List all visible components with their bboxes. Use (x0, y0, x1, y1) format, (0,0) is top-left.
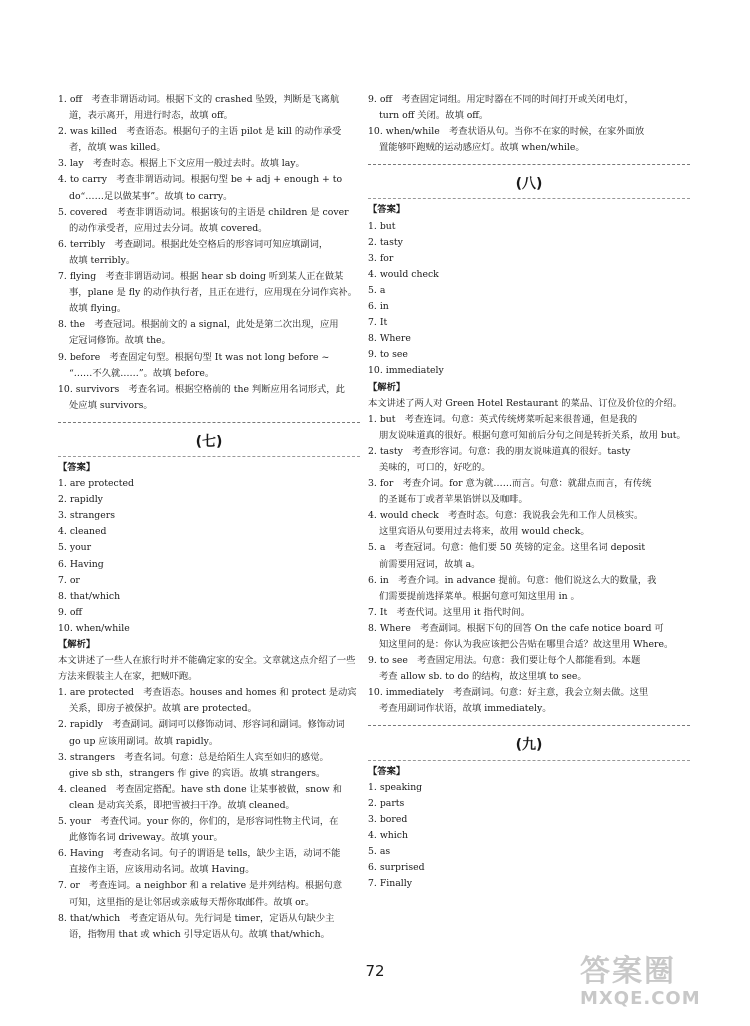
answer-item: 4. cleaned (58, 526, 107, 538)
analysis-item (58, 317, 360, 349)
analysis-item-text: 3. for 考查介词。for 意为就……而言。句意：就甜点而言，有传统 (368, 478, 652, 490)
answer-item: 9. off (58, 606, 83, 618)
answer-item: 10. immediately (368, 365, 444, 377)
section7-analysis-continued (368, 92, 690, 156)
analysis-item (368, 476, 690, 508)
analysis-item-continuation: 处应填 survivors。 (69, 399, 153, 411)
analysis-item (58, 156, 360, 172)
analysis-item (58, 782, 360, 814)
answer-item: 3. for (368, 252, 394, 264)
section8-answers-label: 【答案】 (368, 204, 406, 216)
analysis-item-text: 1. but 考查连词。句意：英式传统烤菜听起来很普通，但是我的 (368, 413, 638, 425)
answer-item: 5. as (368, 846, 391, 858)
analysis-item (368, 685, 690, 717)
watermark-logo (580, 955, 740, 1015)
section9-answers-list (368, 780, 690, 893)
section7-analysis-label: 【解析】 (58, 639, 96, 650)
section6-analysis-list (58, 92, 360, 414)
section7-analysis-list (58, 685, 360, 943)
analysis-item-text: 2. rapidly 考查副词。副词可以修饰动词、形容词和副词。修饰动词 (58, 719, 345, 731)
analysis-item-continuation: 事，plane 是 fly 的动作执行者，且正在进行，应用现在分词作宾补。故填 flying。 (69, 287, 357, 315)
analysis-item-continuation: 的动作承受者，应用过去分词。故填 covered。 (69, 222, 268, 234)
analysis-item (58, 382, 360, 414)
analysis-item (58, 350, 360, 382)
answer-item: 4. would check (368, 268, 439, 280)
answer-item: 5. a (368, 284, 386, 296)
watermark-logo-text: 答案圈 (580, 954, 676, 989)
analysis-item (58, 172, 360, 204)
analysis-item (368, 124, 690, 156)
analysis-item-text: 4. to carry 考查非谓语动词。根据句型 be + adj + enough + to (58, 174, 343, 186)
analysis-item-text: 9. off 考查固定词组。用定时器在不同的时间打开或关闭电灯， (368, 94, 634, 105)
section8-answers-list (368, 219, 690, 380)
answer-item: 1. are protected (58, 478, 134, 490)
analysis-item-continuation: 的圣诞布丁或者苹果馅饼以及咖啡。 (379, 494, 528, 506)
answer-item: 6. surprised (368, 862, 425, 874)
analysis-item-text: 5. your 考查代词。your 你的，你们的，是形容词性物主代词，在 (58, 816, 339, 828)
analysis-item (58, 878, 360, 910)
analysis-item (58, 911, 360, 943)
analysis-item-text: 8. Where 考查副词。根据下句的回答 On the cafe notice board 可 (368, 622, 664, 634)
answer-item: 7. or (58, 574, 80, 586)
answer-item: 4. which (368, 829, 408, 841)
analysis-item (368, 605, 690, 621)
section9-title: (九) (515, 737, 543, 754)
analysis-item-continuation: 美味的，可口的，好吃的。 (379, 461, 491, 473)
answer-item: 8. that/which (58, 590, 121, 602)
analysis-item-text: 1. off 考查非谓语动词。根据下文的 crashed 坠毁，判断是飞离航 (58, 94, 340, 105)
analysis-item (368, 444, 690, 476)
analysis-item (368, 412, 690, 444)
analysis-item (58, 269, 360, 317)
analysis-item-continuation: 道，表示离开，用进行时态，故填 off。 (69, 110, 233, 122)
section8-analysis-label: 【解析】 (368, 381, 406, 393)
analysis-item-continuation: 直接作主语，应该用动名词。故填 Having。 (69, 864, 255, 876)
analysis-item-continuation: 可知，这里指的是让邻居或亲戚每天帮你取邮件。故填 or。 (69, 896, 315, 908)
analysis-item (58, 237, 360, 269)
analysis-item-text: 4. cleaned 考查固定搭配。have sth done 让某事被做，snow 和 (58, 783, 342, 795)
section8-analysis-list (368, 412, 690, 718)
answer-item: 3. bored (368, 813, 408, 825)
answer-item: 2. rapidly (58, 494, 103, 506)
analysis-item-continuation: 考查用副词作状语，故填 immediately。 (379, 703, 552, 715)
analysis-item-continuation: 考查 allow sb. to do 的结构，故这里填 to see。 (379, 671, 587, 683)
analysis-item-continuation: 此修饰名词 driveway。故填 your。 (69, 832, 223, 844)
analysis-item (368, 573, 690, 605)
analysis-item-continuation: 置能够吓跑贼的运动感应灯。故填 when/while。 (379, 142, 585, 154)
analysis-item-continuation: 者，故填 was killed。 (69, 142, 166, 154)
analysis-item-continuation: 语，指物用 that 或 which 引导定语从句。故填 that/which。 (69, 928, 330, 940)
left-column (58, 92, 360, 943)
analysis-item (368, 621, 690, 653)
analysis-item-continuation: 们需要提前选择菜单。根据句意可知这里用 in 。 (379, 590, 580, 602)
section7-answers-list (58, 476, 360, 637)
analysis-item-continuation: 故填 terribly。 (69, 254, 136, 266)
analysis-item (58, 717, 360, 749)
answer-item: 1. but (368, 220, 396, 232)
analysis-item-continuation: do“……足以做某事”。故填 to carry。 (69, 190, 233, 202)
analysis-item (368, 92, 690, 124)
analysis-item-text: 6. in 考查介词。in advance 提前。句意：他们说这么大的数量，我 (368, 574, 657, 586)
watermark-url: MXQE.COM (580, 988, 701, 1009)
section7-title: (七) (195, 433, 223, 450)
analysis-item-continuation: 定冠词修饰。故填 the。 (69, 335, 171, 347)
analysis-item-continuation: turn off 关闭。故填 off。 (379, 110, 489, 122)
answer-item: 2. tasty (368, 236, 403, 248)
section-divider (368, 725, 690, 726)
analysis-item-continuation: go up 应该用副词。故填 rapidly。 (69, 735, 219, 747)
section-divider (58, 422, 360, 423)
analysis-item (58, 124, 360, 156)
analysis-item-continuation: 关系，即房子被保护。故填 are protected。 (69, 703, 257, 715)
analysis-item-continuation: “……不久就……”。故填 before。 (69, 367, 215, 379)
answer-item: 7. Finally (368, 878, 412, 890)
section9-answers-label: 【答案】 (368, 765, 406, 777)
analysis-item-text: 6. terribly 考查副词。根据此处空格后的形容词可知应填副词， (58, 238, 329, 250)
analysis-item-text: 8. that/which 考查定语从句。先行词是 timer，定语从句缺少主 (58, 912, 335, 924)
analysis-item (58, 814, 360, 846)
section-rule (368, 760, 690, 761)
analysis-item-text: 8. the 考查冠词。根据前文的 a signal，此处是第二次出现，应用 (58, 319, 339, 331)
analysis-item (368, 653, 690, 685)
analysis-item-text: 10. immediately 考查副词。句意：好主意，我会立刻去做。这里 (368, 687, 649, 699)
answer-item: 3. strangers (58, 510, 115, 522)
analysis-item (58, 205, 360, 237)
analysis-item-text: 10. when/while 考查状语从句。当你不在家的时候，在家外面放 (368, 126, 645, 138)
analysis-item-text: 7. or 考查连词。a neighbor 和 a relative 是并列结构。根据句意 (58, 880, 343, 892)
answer-item: 5. your (58, 542, 92, 554)
answer-item: 7. It (368, 317, 388, 329)
analysis-item-text: 2. was killed 考查语态。根据句子的主语 pilot 是 kill 的动作承受 (58, 126, 342, 138)
section-divider (368, 164, 690, 165)
answer-item: 10. when/while (58, 622, 130, 634)
analysis-item (58, 685, 360, 717)
analysis-item-text: 9. before 考查固定句型。根据句型 It was not long before ~ (58, 351, 330, 363)
answer-item: 9. to see (368, 349, 408, 361)
analysis-item-text: 10. survivors 考查名词。根据空格前的 the 判断应用名词形式，此 (58, 383, 345, 395)
answer-item: 6. in (368, 301, 389, 313)
analysis-item-text: 9. to see 考查固定用法。句意：我们要让每个人都能看到。本题 (368, 655, 641, 667)
analysis-item (58, 92, 360, 124)
analysis-item-text: 7. It 考查代词。这里用 it 指代时间。 (368, 606, 531, 618)
answer-item: 1. speaking (368, 781, 423, 793)
analysis-item-continuation: 这里宾语从句要用过去将来，故用 would check。 (379, 526, 590, 538)
analysis-item-text: 5. a 考查冠词。句意：他们要 50 英镑的定金。这里名词 deposit (368, 542, 646, 554)
answer-item: 2. parts (368, 797, 405, 809)
answer-item: 8. Where (368, 333, 411, 345)
analysis-item-text: 3. lay 考查时态。根据上下文应用一般过去时。故填 lay。 (58, 158, 305, 170)
analysis-item-text: 1. are protected 考查语态。houses and homes 和 protect 是动宾 (58, 687, 357, 699)
analysis-item (58, 750, 360, 782)
analysis-item-continuation: 朋友说味道真的很好。根据句意可知前后分句之间是转折关系，故用 but。 (379, 429, 686, 441)
analysis-item-continuation: 知这里问的是：你认为我应该把公告贴在哪里合适？故这里用 Where。 (379, 639, 674, 650)
analysis-item-text: 3. strangers 考查名词。句意：总是给陌生人宾至如归的感觉。 (58, 751, 329, 763)
right-column (368, 92, 690, 892)
section-rule (368, 198, 690, 199)
analysis-item (368, 508, 690, 540)
analysis-item (58, 846, 360, 878)
section8-intro: 本文讲述了两人对 Green Hotel Restaurant 的菜品、订位及价位的介绍。 (368, 397, 683, 409)
analysis-item-continuation: 前需要用冠词，故填 a。 (379, 558, 481, 570)
section7-answers-label: 【答案】 (58, 461, 96, 473)
analysis-item-text: 5. covered 考查非谓语动词。根据该句的主语是 children 是 cover (58, 206, 349, 218)
analysis-item-text: 6. Having 考查动名词。句子的谓语是 tells，缺少主语，动词不能 (58, 848, 341, 860)
analysis-item-text: 7. flying 考查非谓语动词。根据 hear sb doing 听到某人正在做某 (58, 271, 344, 283)
analysis-item-continuation: give sb sth，strangers 作 give 的宾语。故填 strangers。 (69, 767, 326, 779)
answer-item: 6. Having (58, 558, 104, 570)
section7-intro: 本文讲述了一些人在旅行时并不能确定家的安全。文章就这点介绍了一些方法来假装主人在家，把贼吓跑。 (58, 655, 356, 683)
analysis-item-text: 4. would check 考查时态。句意：我说我会先和工作人员核实。 (368, 510, 644, 522)
analysis-item (368, 540, 690, 572)
section8-title: (八) (515, 176, 543, 193)
analysis-item-continuation: clean 是动宾关系，即把雪被扫干净。故填 cleaned。 (69, 799, 295, 811)
page-number: 72 (365, 962, 385, 980)
analysis-item-text: 2. tasty 考查形容词。句意：我的朋友说味道真的很好。tasty (368, 445, 631, 457)
section-rule (58, 456, 360, 457)
